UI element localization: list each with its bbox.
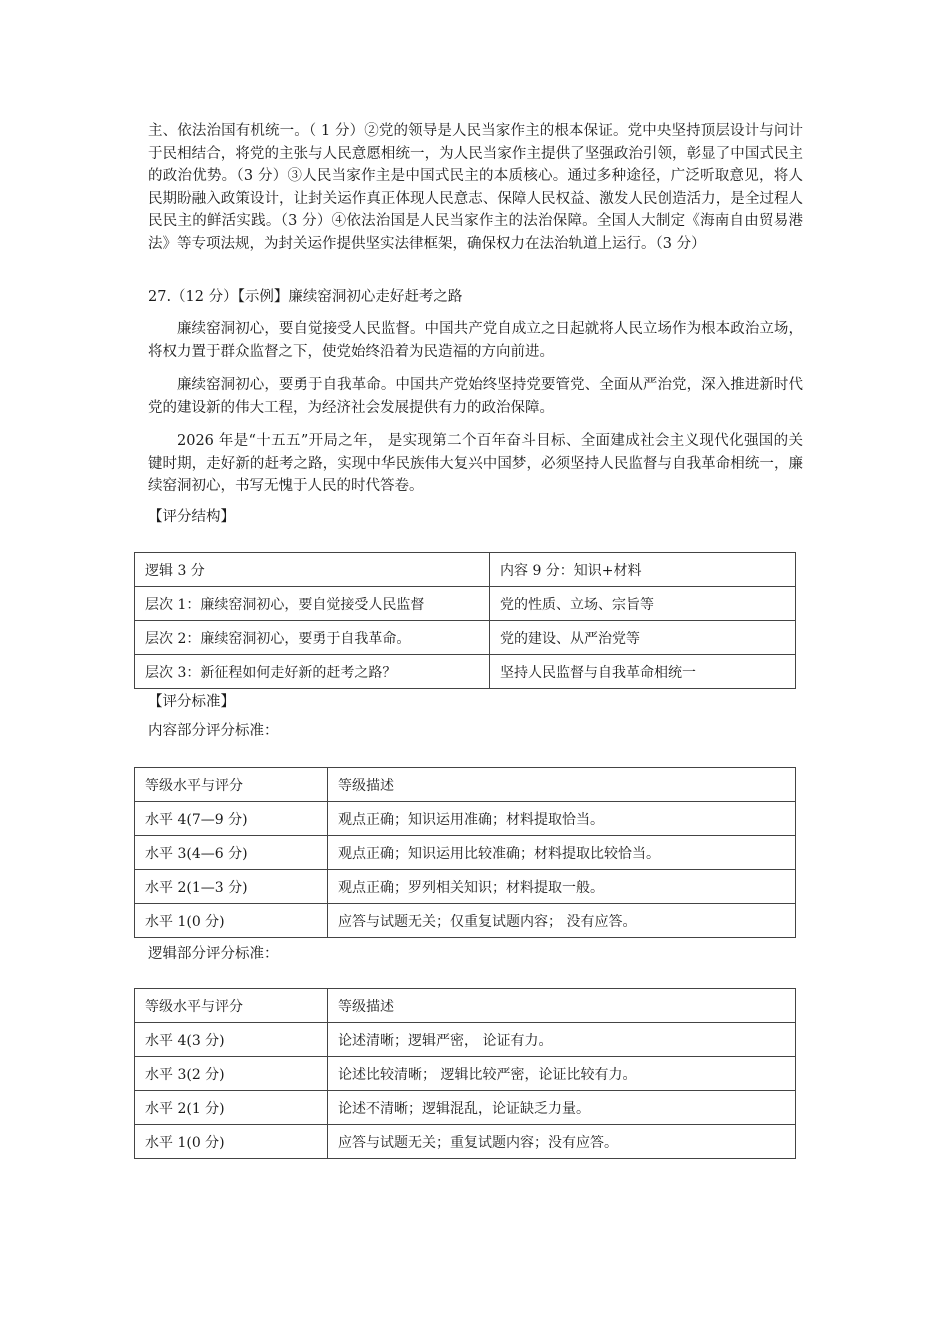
table-row [135,836,796,870]
table-row [135,1023,796,1057]
table-cell: 应答与试题无关；重复试题内容；没有应答。 [328,1125,796,1159]
structure-table [134,552,796,689]
table-cell: 论述不清晰；逻辑混乱，论证缺乏力量。 [328,1091,796,1125]
table-cell: 等级水平与评分 [135,989,328,1023]
table-row [135,587,796,621]
table-cell: 应答与试题无关；仅重复试题内容； 没有应答。 [328,904,796,938]
intro-paragraph: 主、依法治国有机统一。（ 1 分）②党的领导是人民当家作主的根本保证。党中央坚持顶层设计与问计于民相结合，将党的主张与人民意愿相统一，为人民当家作主提供了坚强政治引领，彰显了中国式民主的政治优势。（3 分）③人民当家作主是中国式民主的本质核心。通过多种途径，广泛听取意见，将人民期盼融入政策设计，让封关运作真正体现人民意志、保障人民权益、激发人民创造活力，是全过程人民民主的鲜活实践。（3 分）④依法治国是人民当家作主的法治保障。全国人大制定《海南自由贸易港法》等专项法规，为封关运作提供坚实法律框架，确保权力在法治轨道上运行。（3 分） [148,123,803,252]
table-row [135,870,796,904]
table-cell: 逻辑 3 分 [135,553,490,587]
table-cell: 观点正确；知识运用比较准确；材料提取比较恰当。 [328,836,796,870]
table-cell: 水平 2(1—3 分) [135,870,328,904]
table-cell: 水平 1(0 分) [135,1125,328,1159]
question-27-heading: 27.（12 分）【示例】廉续窑洞初心走好赶考之路 [148,289,463,305]
table-cell: 等级描述 [328,768,796,802]
table-cell: 层次 3：新征程如何走好新的赶考之路？ [135,655,490,689]
table-cell: 水平 4(3 分) [135,1023,328,1057]
table-cell: 论述比较清晰； 逻辑比较严密，论证比较有力。 [328,1057,796,1091]
logic-standard-table [134,988,796,1159]
table-row [135,768,796,802]
table-row [135,1125,796,1159]
table-cell: 水平 2(1 分) [135,1091,328,1125]
table-cell: 水平 3(4—6 分) [135,836,328,870]
answer-paragraph-1: 廉续窑洞初心，要自觉接受人民监督。中国共产党自成立之日起就将人民立场作为根本政治立场，将权力置于群众监督之下，使党始终沿着为民造福的方向前进。 [148,321,803,360]
standard-label: 【评分标准】 [148,694,235,710]
table-row [135,989,796,1023]
table-cell: 论述清晰；逻辑严密， 论证有力。 [328,1023,796,1057]
table-cell: 党的建设、从严治党等 [490,621,796,655]
table-row [135,1091,796,1125]
table-row [135,1057,796,1091]
table-cell: 内容 9 分：知识+材料 [490,553,796,587]
table-row [135,621,796,655]
table-cell: 观点正确；罗列相关知识；材料提取一般。 [328,870,796,904]
table-cell: 层次 2：廉续窑洞初心，要勇于自我革命。 [135,621,490,655]
table-cell: 水平 3(2 分) [135,1057,328,1091]
answer-paragraph-3: 2026 年是“十五五”开局之年， 是实现第二个百年奋斗目标、全面建成社会主义现代化强国的关键时期，走好新的赶考之路，实现中华民族伟大复兴中国梦，必须坚持人民监督与自我革命相统一，廉续窑洞初心，书写无愧于人民的时代答卷。 [148,433,803,494]
table-cell: 坚持人民监督与自我革命相统一 [490,655,796,689]
table-cell: 等级水平与评分 [135,768,328,802]
table-row [135,802,796,836]
table-row [135,904,796,938]
answer-paragraph-2: 廉续窑洞初心，要勇于自我革命。中国共产党始终坚持党要管党、全面从严治党，深入推进新时代党的建设新的伟大工程，为经济社会发展提供有力的政治保障。 [148,377,803,416]
table-cell: 层次 1：廉续窑洞初心，要自觉接受人民监督 [135,587,490,621]
structure-label: 【评分结构】 [148,509,235,525]
table-cell: 水平 1(0 分) [135,904,328,938]
table-cell: 党的性质、立场、宗旨等 [490,587,796,621]
table-cell: 等级描述 [328,989,796,1023]
logic-standard-label: 逻辑部分评分标准： [148,946,279,962]
content-standard-table [134,767,796,938]
table-row [135,553,796,587]
table-cell: 水平 4(7—9 分) [135,802,328,836]
content-standard-label: 内容部分评分标准： [148,723,279,739]
table-row [135,655,796,689]
table-cell: 观点正确；知识运用准确；材料提取恰当。 [328,802,796,836]
